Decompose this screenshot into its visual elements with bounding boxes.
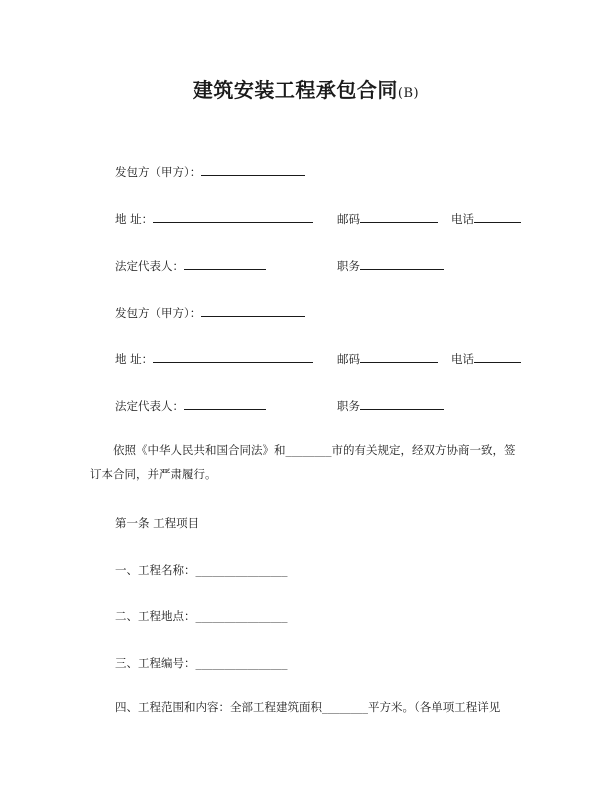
party-b-postcode-row (337, 350, 438, 367)
party-b-position-row (337, 397, 444, 414)
preamble-text-2: 市的有关规定，经双方协商一致，签订本合同，并严肃履行。 (90, 443, 516, 481)
party-b-legal-rep-row (115, 397, 266, 414)
party-b-phone-field[interactable] (474, 350, 521, 363)
project-location-label: 二、工程地点： (115, 609, 196, 623)
article-1-item-2 (115, 608, 288, 624)
party-b-row (115, 304, 305, 321)
party-a-position-label: 职务 (337, 259, 360, 273)
party-a-legal-rep-row (115, 257, 266, 274)
party-b-address-label: 地 址： (115, 352, 154, 366)
project-location-field[interactable]: ________________ (195, 609, 288, 623)
party-b-address-row (115, 350, 313, 367)
party-a-name-field[interactable] (201, 163, 305, 176)
party-b-address-field[interactable] (153, 350, 313, 363)
article-1-item-3 (115, 655, 288, 671)
project-scope-text-2: 平方米。（各单项工程详见 (368, 700, 501, 714)
party-b-legal-rep-label: 法定代表人： (115, 399, 184, 413)
preamble-paragraph (90, 438, 522, 486)
party-a-postcode-row (337, 210, 438, 227)
project-number-label: 三、工程编号： (115, 656, 196, 670)
party-b-name-field[interactable] (201, 304, 305, 317)
party-a-phone-row (451, 210, 521, 227)
party-b-phone-row (451, 350, 521, 367)
party-b-postcode-field[interactable] (360, 350, 438, 363)
title-text: 建筑安装工程承包合同 (192, 78, 398, 102)
project-number-field[interactable]: ________________ (195, 656, 288, 670)
party-b-label: 发包方（甲方）： (115, 306, 202, 320)
party-a-phone-field[interactable] (474, 210, 521, 223)
party-a-position-row (337, 257, 444, 274)
preamble-text-1: 依照《中华人民共和国合同法》和 (113, 443, 286, 457)
party-b-position-field[interactable] (360, 397, 444, 410)
party-b-phone-label: 电话 (451, 352, 474, 366)
party-b-position-label: 职务 (337, 399, 360, 413)
party-a-address-field[interactable] (153, 210, 313, 223)
project-scope-text-1: 四、工程范围和内容：全部工程建筑面积 (115, 700, 322, 714)
party-b-postcode-label: 邮码 (337, 352, 360, 366)
title-suffix: (B) (397, 86, 420, 101)
project-name-label: 一、工程名称： (115, 563, 196, 577)
article-1-item-4 (115, 699, 500, 715)
party-a-label: 发包方（甲方）： (115, 165, 202, 179)
article-1-item-1 (115, 562, 288, 578)
party-a-position-field[interactable] (360, 257, 444, 270)
article-1-heading: 第一条 工程项目 (115, 516, 200, 530)
party-b-legal-rep-field[interactable] (184, 397, 266, 410)
party-a-address-label: 地 址： (115, 212, 154, 226)
project-name-field[interactable]: ________________ (195, 563, 288, 577)
preamble-blank[interactable]: ________ (285, 443, 332, 457)
party-a-phone-label: 电话 (451, 212, 474, 226)
party-a-legal-rep-label: 法定代表人： (115, 259, 184, 273)
building-area-field[interactable]: ________ (322, 700, 368, 714)
document-title (0, 74, 612, 103)
party-a-postcode-label: 邮码 (337, 212, 360, 226)
party-a-postcode-field[interactable] (360, 210, 438, 223)
party-a-legal-rep-field[interactable] (184, 257, 266, 270)
party-a-row (115, 163, 305, 180)
party-a-address-row (115, 210, 313, 227)
